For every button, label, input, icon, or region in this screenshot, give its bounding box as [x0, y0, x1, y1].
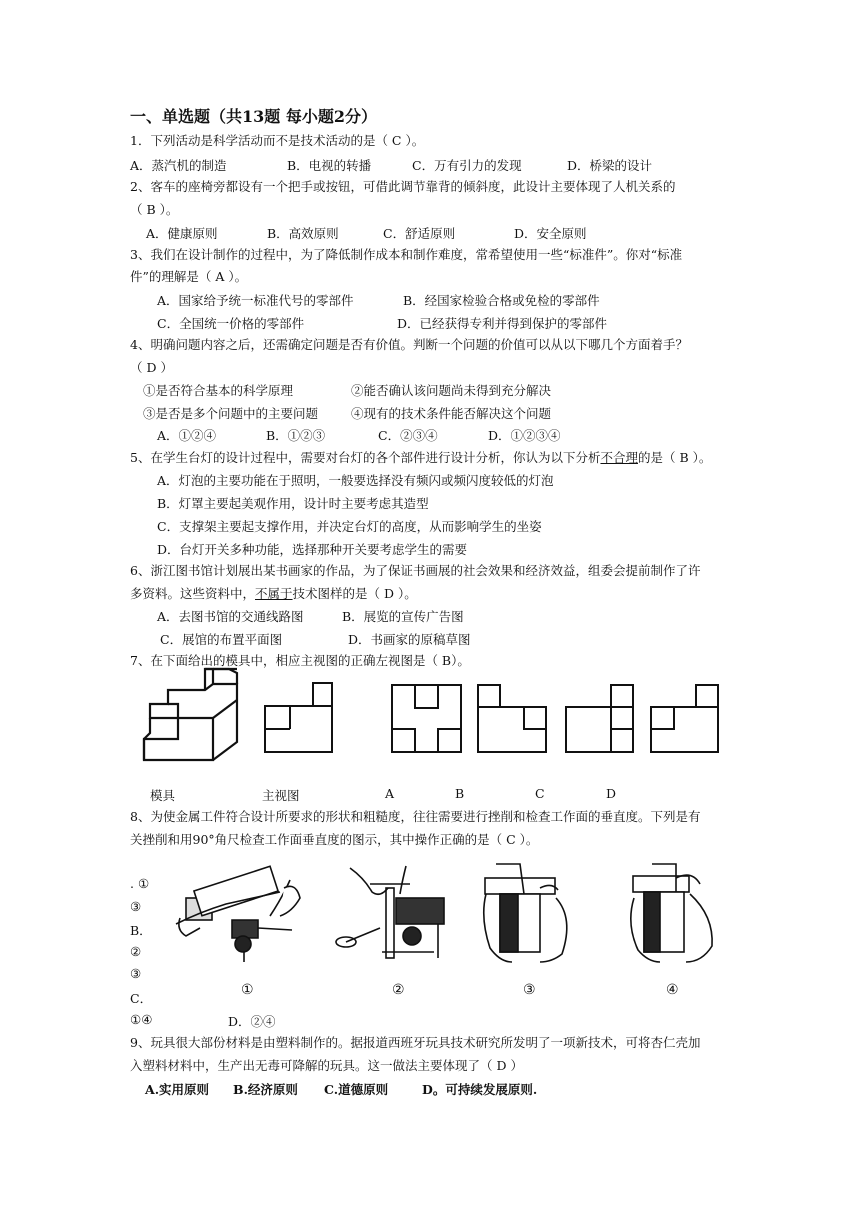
- q8-side-option-1: . ①: [130, 876, 150, 891]
- q8-side-option-5: ③: [130, 966, 142, 981]
- q3-option-c: C．全国统一价格的零部件: [157, 316, 305, 331]
- front-view-figure: [265, 683, 332, 752]
- q4-item-3: ③是否是多个问题中的主要问题: [143, 406, 319, 421]
- q7-label-mold: 模具: [150, 788, 176, 803]
- q3-option-b: B．经国家检验合格或免检的零部件: [403, 293, 600, 308]
- q6-option-d: D．书画家的原稿草图: [348, 632, 471, 647]
- q8-option-d: D．②④: [228, 1014, 276, 1029]
- q6-stem-2b: 技术图样的是（ D ）。: [292, 586, 417, 601]
- q8-illustrations: [0, 858, 860, 968]
- q8-pic-label-2: ②: [392, 982, 405, 998]
- q3-option-d: D．已经获得专利并得到保护的零部件: [397, 316, 608, 331]
- q5-stem-b: 的是（ B ）。: [637, 450, 712, 465]
- q2-stem-line2: （ B ）。: [130, 202, 179, 217]
- q8-stem-line2: 关挫削和用90°角尺检查工作面垂直度的图示，其中操作正确的是（ C ）。: [130, 832, 539, 847]
- q5-stem-underlined: 不合理: [600, 450, 638, 465]
- q3-stem-line2: 件”的理解是（ A ）。: [130, 269, 248, 284]
- filing-illustration-2: [336, 866, 444, 958]
- square-check-illustration-4: [631, 864, 712, 962]
- q5-option-a: A．灯泡的主要功能在于照明，一般要选择没有频闪或频闪度较低的灯泡: [157, 473, 554, 488]
- q9-option-c: C.道德原则: [324, 1082, 389, 1097]
- q2-option-d: D．安全原则: [514, 226, 587, 241]
- q4-option-c: C．②③④: [378, 428, 438, 443]
- q8-side-option-6: C．: [130, 991, 153, 1006]
- square-check-illustration-3: [484, 864, 567, 962]
- q8-stem-line1: 8、为使金属工件符合设计所要求的形状和粗糙度，往往需要进行挫削和检查工作面的垂直度。下列是有: [130, 809, 701, 824]
- q7-label-front-view: 主视图: [262, 788, 300, 803]
- option-c-figure: [566, 685, 633, 752]
- q6-option-c: C．展馆的布置平面图: [160, 632, 283, 647]
- q6-stem-line1: 6、浙江图书馆计划展出某书画家的作品，为了保证书画展的社会效果和经济效益，组委会提前制作了许: [130, 563, 701, 578]
- option-a-figure: [392, 685, 461, 752]
- q4-item-1: ①是否符合基本的科学原理: [143, 383, 294, 398]
- q7-label-a: A: [385, 786, 395, 801]
- mold-isometric-figure: [144, 669, 237, 760]
- q9-option-a: A.实用原则: [145, 1082, 210, 1097]
- q4-option-a: A．①②④: [157, 428, 217, 443]
- q8-pic-label-1: ①: [241, 982, 254, 998]
- q9-stem-line2: 入塑料材料中，生产出无毒可降解的玩具。这一做法主要体现了（ D ）: [130, 1058, 523, 1073]
- q4-item-2: ②能否确认该问题尚未得到充分解决: [351, 383, 552, 398]
- q6-option-b: B．展览的宣传广告图: [342, 609, 464, 624]
- q1-option-d: D．桥梁的设计: [567, 158, 653, 173]
- q9-option-b: B.经济原则: [233, 1082, 298, 1097]
- q1-option-c: C．万有引力的发现: [412, 158, 522, 173]
- q5-option-b: B．灯罩主要起美观作用，设计时主要考虑其造型: [157, 496, 429, 511]
- q8-pic-label-4: ④: [666, 982, 679, 998]
- q5-stem: [130, 449, 711, 467]
- q2-option-b: B．高效原则: [267, 226, 339, 241]
- option-d-figure: [651, 685, 718, 752]
- q8-side-option-7: ①④: [130, 1012, 153, 1027]
- q1-option-a: A．蒸汽机的制造: [130, 158, 227, 173]
- q5-option-c: C．支撑架主要起支撑作用，并决定台灯的高度，从而影响学生的坐姿: [157, 519, 542, 534]
- q2-option-a: A．健康原则: [146, 226, 218, 241]
- q4-option-d: D．①②③④: [488, 428, 561, 443]
- filing-illustration-1: [176, 866, 300, 962]
- q6-stem-2a: 多资料。这些资料中，: [130, 586, 256, 601]
- q4-stem-line1: 4、明确问题内容之后，还需确定问题是否有价值。判断一个问题的价值可以从以下哪几个方面着手？: [130, 337, 688, 352]
- q4-item-4: ④现有的技术条件能否解决这个问题: [351, 406, 552, 421]
- q7-figures: [0, 666, 860, 766]
- q7-label-b: B: [455, 786, 465, 801]
- q5-option-d: D．台灯开关多种功能，选择那种开关要考虑学生的需要: [157, 542, 468, 557]
- q9-option-d: D。可持续发展原则.: [422, 1082, 538, 1097]
- q3-option-a: A．国家给予统一标准代号的零部件: [157, 293, 354, 308]
- q1-stem: 1．下列活动是科学活动而不是技术活动的是（ C ）。: [130, 133, 425, 148]
- q8-side-option-3: B．: [130, 923, 152, 938]
- q2-option-c: C．舒适原则: [383, 226, 456, 241]
- q4-option-b: B．①②③: [266, 428, 326, 443]
- q8-pic-label-3: ③: [523, 982, 536, 998]
- q2-stem-line1: 2、客车的座椅旁都设有一个把手或按钮，可借此调节靠背的倾斜度，此设计主要体现了人机关系的: [130, 179, 676, 194]
- q6-option-a: A．去图书馆的交通线路图: [157, 609, 304, 624]
- q7-label-d: D: [606, 786, 617, 801]
- q6-stem-line2: [130, 585, 417, 603]
- q8-side-option-2: ③: [130, 899, 142, 914]
- q8-side-option-4: ②: [130, 944, 142, 959]
- q9-stem-line1: 9、玩具很大部份材料是由塑料制作的。据报道西班牙玩具技术研究所发明了一项新技术，可将杏仁壳加: [130, 1035, 701, 1050]
- section-title: 一、单选题（共13题 每小题2分）: [130, 107, 377, 126]
- q7-label-c: C: [535, 786, 545, 801]
- q5-stem-a: 5、在学生台灯的设计过程中，需要对台灯的各个部件进行设计分析，你认为以下分析: [130, 450, 601, 465]
- option-b-figure: [478, 685, 546, 752]
- q1-option-b: B．电视的转播: [287, 158, 372, 173]
- q3-stem-line1: 3、我们在设计制作的过程中，为了降低制作成本和制作难度，常希望使用一些“标准件”。你对“标准: [130, 247, 683, 262]
- q4-stem-line2: （ D ）: [130, 360, 173, 375]
- q6-stem-underlined: 不属于: [255, 586, 293, 601]
- q7-stem: 7、在下面给出的模具中，相应主视图的正确左视图是（ B）。: [130, 653, 470, 668]
